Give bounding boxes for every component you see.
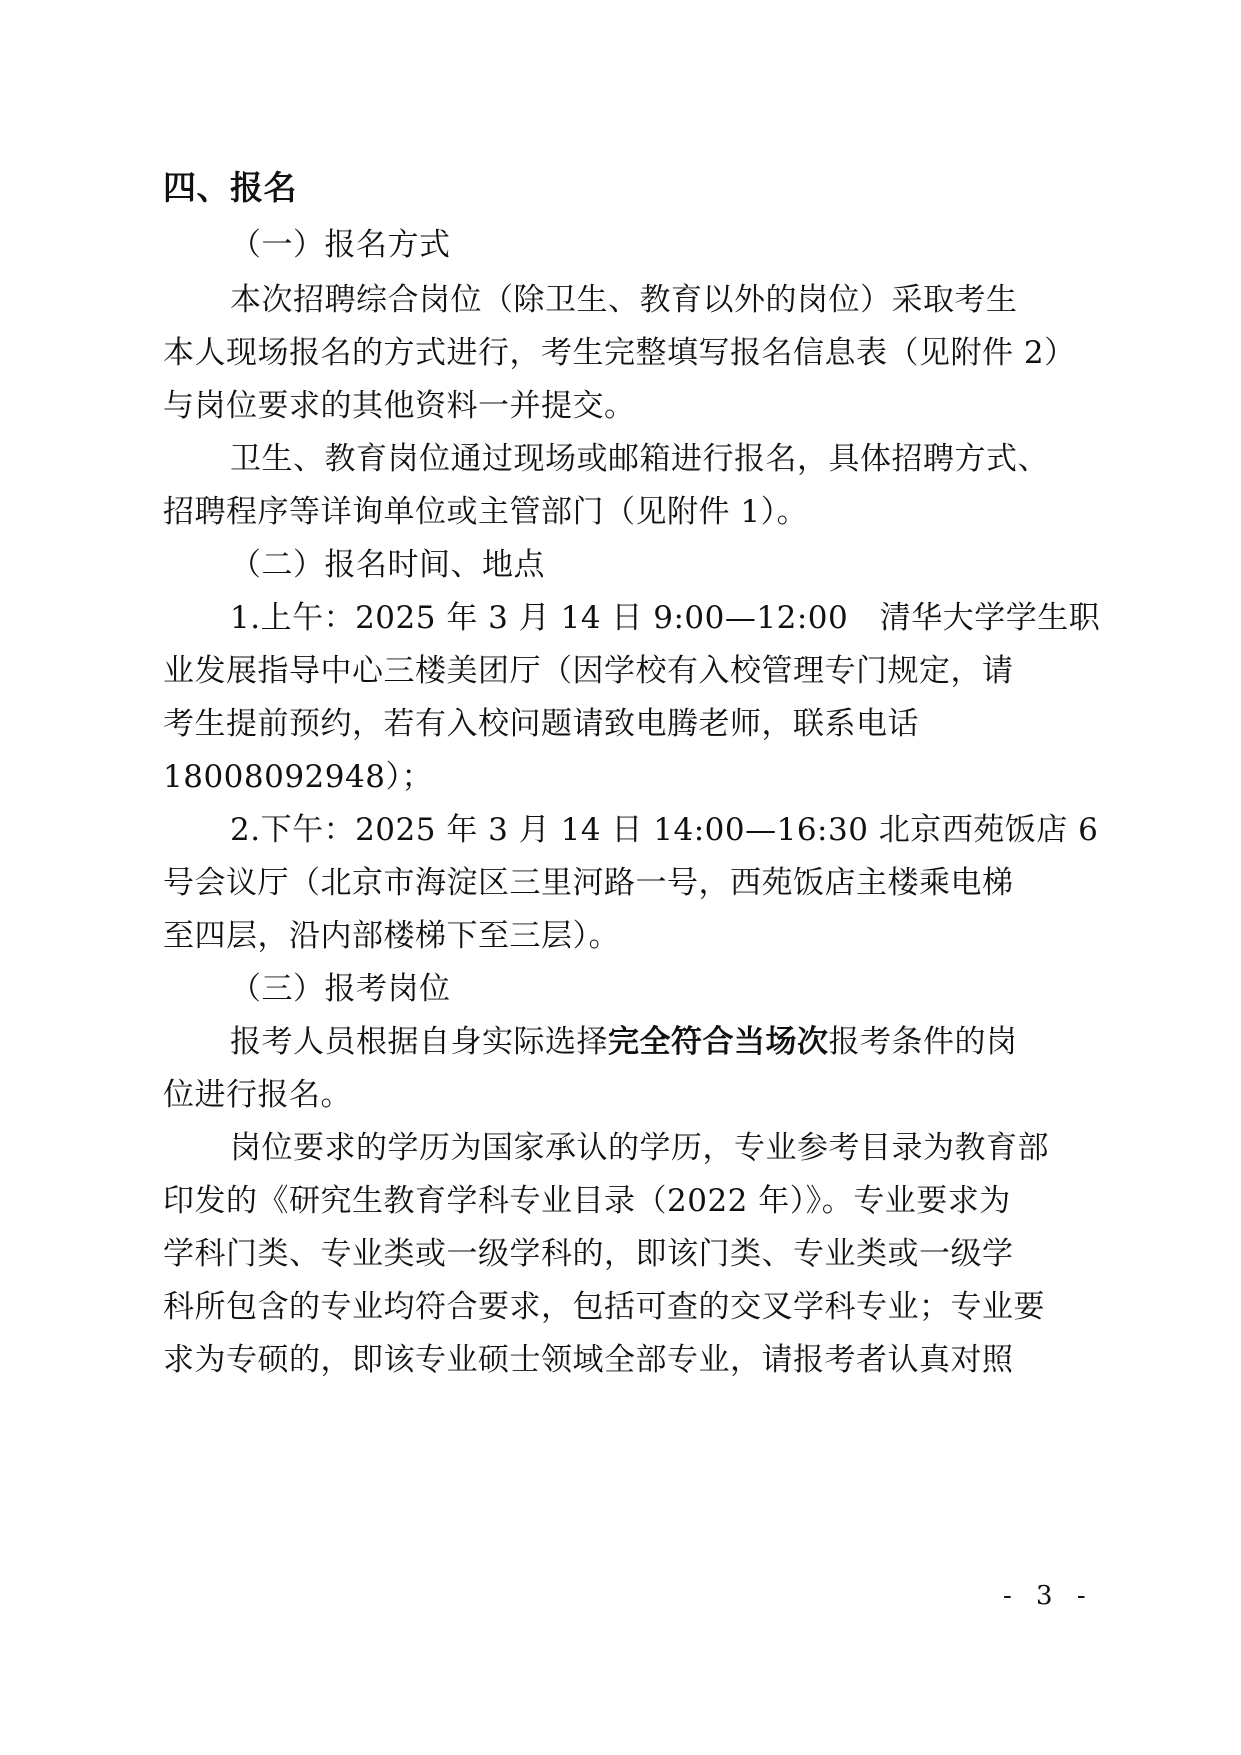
paragraph-line	[230, 1022, 1018, 1062]
paragraph-line: 1.上午：2025 年 3 月 14 日 9:00—12:00 清华大学学生职	[230, 600, 1101, 636]
paragraph-line: 位进行报名。	[163, 1077, 352, 1113]
paragraph-line: 印发的《研究生教育学科专业目录（2022 年）》。专业要求为	[163, 1183, 1011, 1219]
text-segment: 报考条件的岗	[828, 1024, 1018, 1060]
subsection-title-time-place: （二）报名时间、地点	[230, 547, 545, 583]
section-heading: 四、报名	[163, 168, 297, 207]
paragraph-line: 18008092948）；	[163, 759, 433, 795]
paragraph-line: 号会议厅（北京市海淀区三里河路一号，西苑饭店主楼乘电梯	[163, 865, 1014, 901]
paragraph-line: 2.下午：2025 年 3 月 14 日 14:00—16:30 北京西苑饭店 6	[230, 812, 1099, 848]
paragraph-line: 卫生、教育岗位通过现场或邮箱进行报名，具体招聘方式、	[230, 441, 1049, 477]
bold-emphasis: 完全符合当场次	[608, 1024, 829, 1060]
paragraph-line: 岗位要求的学历为国家承认的学历，专业参考目录为教育部	[230, 1130, 1049, 1166]
paragraph-line: 本次招聘综合岗位（除卫生、教育以外的岗位）采取考生	[230, 282, 1018, 318]
paragraph-line: 与岗位要求的其他资料一并提交。	[163, 388, 636, 424]
paragraph-line: 至四层，沿内部楼梯下至三层）。	[163, 918, 620, 954]
paragraph-line: 招聘程序等详询单位或主管部门（见附件 1）。	[163, 494, 809, 530]
paragraph-line: 考生提前预约，若有入校问题请致电腾老师，联系电话	[163, 706, 919, 742]
paragraph-line: 学科门类、专业类或一级学科的，即该门类、专业类或一级学	[163, 1236, 1014, 1272]
subsection-title-registration-method: （一）报名方式	[230, 227, 451, 263]
paragraph-line: 求为专硕的，即该专业硕士领域全部专业，请报考者认真对照	[163, 1342, 1014, 1378]
page-number: - 3 -	[1003, 1581, 1094, 1611]
paragraph-line: 科所包含的专业均符合要求，包括可查的交叉学科专业；专业要	[163, 1289, 1045, 1325]
subsection-title-positions: （三）报考岗位	[230, 971, 451, 1007]
text-segment: 报考人员根据自身实际选择	[230, 1024, 608, 1060]
paragraph-line: 本人现场报名的方式进行，考生完整填写报名信息表（见附件 2）	[163, 335, 1076, 371]
paragraph-line: 业发展指导中心三楼美团厅（因学校有入校管理专门规定，请	[163, 653, 1014, 689]
